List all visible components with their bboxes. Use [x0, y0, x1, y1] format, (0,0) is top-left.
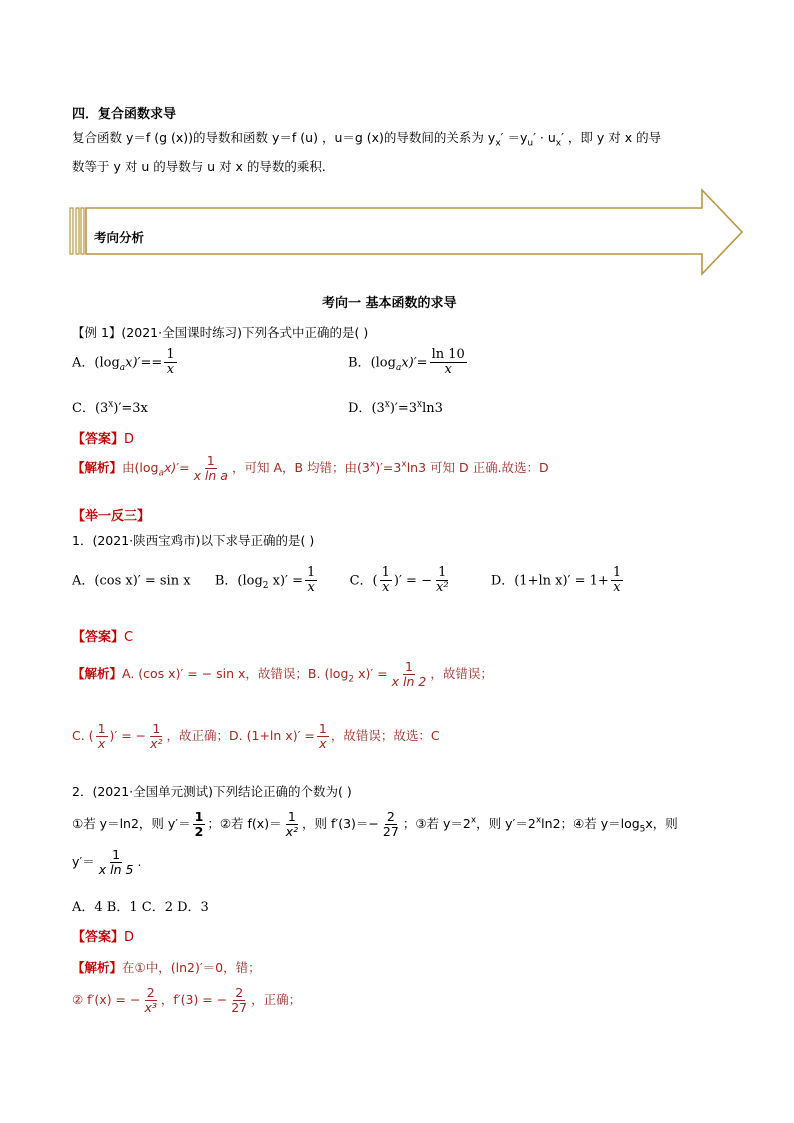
banner-arrow: [68, 188, 748, 276]
q2-analysis-line2: ② f′(x) = − $\frac{2}{\text{x³}}$ ，f′(3) = − $\frac{2}{27}$ ，正确；: [72, 985, 302, 1015]
example1-stem: 【例 1】(2021·全国课时练习)下列各式中正确的是( ): [72, 325, 369, 340]
q1-analysis-line2: C. ( $\frac{1}{x}$ )′ = − $\frac{1}{\text{x²}}$ ，故正确；D. (1+ln x)′ = $\frac{1}{x}$ ，故错误；故选：C: [72, 721, 440, 751]
q2-analysis-line1: 【解析】在①中，(ln2)′＝0，错；: [72, 960, 261, 975]
example1-option-b: B．$(\log_ax)'=$ $\frac{\ln 10}{x}$: [348, 347, 465, 378]
q1-answer: 【答案】C: [72, 630, 134, 645]
q2-stem: 2．(2021·全国单元测试)下列结论正确的个数为( ): [72, 784, 352, 799]
section-title: 四．复合函数求导: [72, 107, 177, 122]
direction-title: 考向一 基本函数的求导: [322, 296, 457, 311]
section-body-line1: 复合函数 y＝f (g (x))的导数和函数 y＝f (u) ，u＝g (x)的导数间的关系为 $y_x' =y_u' \cdot u_x'$ ，即 y 对 x 的导: [72, 130, 662, 149]
q1-options: A．(cos x)′ = sin x B．($\log_2$ x)′ = $\frac{1}{x}$ C．( $\frac{1}{x}$ )′ = − $\frac{1}{\text{x²}}$ D．(1+ln x)′ = 1+ $\frac{1}{x}$: [72, 565, 622, 596]
q1-stem: 1．(2021·陕西宝鸡市)以下求导正确的是( ): [72, 533, 315, 548]
example1-analysis: 【解析】由$(\log_ax)'=$ $\frac{1}{\text{x ln a}}$ ，可知 A，B 均错；由$(3^x)'=3^x\ln 3$ 可知 D 正确.故选：D: [72, 453, 549, 483]
example1-option-a: A．$(\log_ax)'==$ $\frac{1}{x}$: [72, 347, 175, 378]
q1-analysis-line1: 【解析】A. (cos x)′ = − sin x，故错误；B. ($\log_2$ x)′ = $\frac{1}{\text{x ln 2}}$ ，故错误；: [72, 659, 493, 689]
example1-option-d: D．$(3^x)'=3^x\ln 3$: [348, 399, 443, 416]
practice-tag: 【举一反三】: [72, 509, 151, 524]
q2-statements-line1: ①若 y＝ln2，则 y′＝ $\frac{1}{2}$ ；②若 f(x)＝ $\frac{1}{\text{x²}}$ ，则 f′(3)＝− $\frac{2}{27}$ ；③若 $y=2^x$，则 $y'=2^x\ln 2$；④若 $y=\log_5x$，则: [72, 809, 678, 839]
q2-statements-line2: y′＝ $\frac{1}{\text{x ln 5}}$ .: [72, 847, 142, 877]
q2-options: A．4 B．1 C．2 D．3: [72, 900, 209, 915]
example1-option-c: C．$(3^x)'=3x$: [72, 399, 148, 416]
q2-answer: 【答案】D: [72, 930, 135, 945]
example1-answer: 【答案】D: [72, 432, 135, 447]
banner-label: 考向分析: [94, 230, 145, 245]
section-body-line2: 数等于 y 对 u 的导数与 u 对 x 的导数的乘积．: [72, 159, 335, 174]
